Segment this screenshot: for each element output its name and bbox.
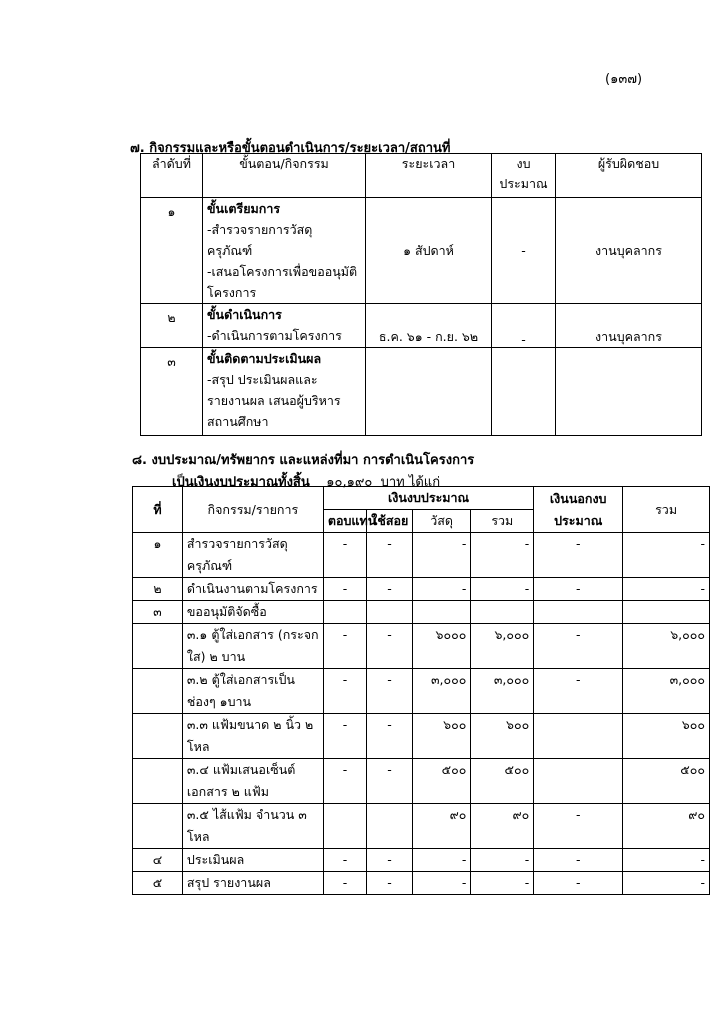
table-row — [133, 804, 710, 849]
table-row — [141, 198, 702, 304]
usage-cell — [367, 804, 413, 849]
row-number: ๕ — [133, 872, 183, 895]
usage-cell: - — [367, 533, 413, 578]
usage-cell: - — [367, 624, 413, 669]
page-number: (๑๓๗) — [605, 72, 643, 87]
table-row — [133, 533, 710, 578]
sum-cell: - — [471, 533, 534, 578]
step-line: -สำรวจรายการวัสดุ ครุภัณฑ์ — [207, 222, 313, 258]
compensation-cell: - — [323, 624, 366, 669]
usage-cell: - — [367, 849, 413, 872]
budget-cell: - — [492, 198, 556, 304]
step-line: -ดำเนินการตามโครงการ — [207, 328, 342, 343]
step-cell — [203, 304, 366, 348]
material-cell: - — [412, 849, 471, 872]
item-cell: ๓.๔ แฟ้มเสนอเซ็นต์เอกสาร ๒ แฟ้ม — [182, 759, 323, 804]
row-number: ๒ — [141, 304, 203, 348]
usage-cell — [367, 601, 413, 624]
budget-header-row — [133, 487, 710, 510]
table-row — [133, 714, 710, 759]
row-number — [133, 804, 183, 849]
material-cell: ๙๐ — [412, 804, 471, 849]
row-number: ๓ — [141, 348, 203, 436]
budget-suffix: บาท ได้แก่ — [380, 475, 441, 490]
table-row — [141, 304, 702, 348]
usage-cell: - — [367, 669, 413, 714]
table-row — [133, 624, 710, 669]
table-row — [133, 578, 710, 601]
step-line: โครงการ — [207, 285, 257, 300]
total-cell: - — [623, 849, 710, 872]
budget-table-body — [133, 533, 710, 895]
row-number: ๑ — [133, 533, 183, 578]
sum-cell: ๕๐๐ — [471, 759, 534, 804]
table-row — [133, 849, 710, 872]
col-header-budget-group: เงินงบประมาณ — [323, 487, 533, 510]
step-title: ขั้นติดตามประเมินผล — [207, 351, 322, 366]
total-cell: ๕๐๐ — [623, 759, 710, 804]
usage-cell: - — [367, 578, 413, 601]
table-row — [133, 872, 710, 895]
owner-cell: งานบุคลากร — [556, 304, 702, 348]
non-budget-cell: - — [534, 872, 623, 895]
non-budget-cell: - — [534, 533, 623, 578]
period-cell: ธ.ค. ๖๑ - ก.ย. ๖๒ — [366, 304, 492, 348]
non-budget-cell: - — [534, 849, 623, 872]
item-cell: ๓.๓ แฟ้มขนาด ๒ นิ้ว ๒ โหล — [182, 714, 323, 759]
non-budget-cell: - — [534, 578, 623, 601]
compensation-cell — [323, 804, 366, 849]
budget-amount: ๑๐,๑๙๐ — [326, 475, 373, 490]
budget-cell — [492, 348, 556, 436]
item-cell: สรุป รายงานผล — [182, 872, 323, 895]
col-header-budget: งบประมาณ — [492, 154, 556, 198]
activities-header-row — [141, 154, 702, 198]
total-cell: - — [623, 872, 710, 895]
sum-cell: - — [471, 872, 534, 895]
col-header-compensation: ตอบแทน — [323, 510, 366, 533]
material-cell: ๖๐๐๐ — [412, 624, 471, 669]
period-cell: ๑ สัปดาห์ — [366, 198, 492, 304]
section8-heading: ๘. งบประมาณ/ทรัพยากร และแหล่งที่มา การดำเนินโครงการ — [132, 453, 475, 468]
compensation-cell: - — [323, 759, 366, 804]
sum-cell: ๙๐ — [471, 804, 534, 849]
total-cell: ๙๐ — [623, 804, 710, 849]
non-budget-cell: - — [534, 624, 623, 669]
row-number: ๑ — [141, 198, 203, 304]
row-number — [133, 669, 183, 714]
period-cell — [366, 348, 492, 436]
budget-prefix: เป็นเงินงบประมาณทั้งสิ้น — [172, 475, 310, 490]
owner-cell — [556, 348, 702, 436]
col-header-step: ขั้นตอน/กิจกรรม — [203, 154, 366, 198]
step-cell — [203, 348, 366, 436]
item-cell: ๓.๑ ตู้ใส่เอกสาร (กระจกใส) ๒ บาน — [182, 624, 323, 669]
table-row — [133, 601, 710, 624]
budget-table — [132, 486, 710, 895]
item-cell: ประเมินผล — [182, 849, 323, 872]
step-title: ขั้นเตรียมการ — [207, 201, 281, 216]
col-header-period: ระยะเวลา — [366, 154, 492, 198]
col-header-total: รวม — [623, 487, 710, 533]
total-cell: ๖,๐๐๐ — [623, 624, 710, 669]
material-cell: - — [412, 872, 471, 895]
compensation-cell — [323, 601, 366, 624]
col-header-order: ลำดับที่ — [141, 154, 203, 198]
usage-cell: - — [367, 714, 413, 759]
non-budget-cell — [534, 601, 623, 624]
col-header-activity: กิจกรรม/รายการ — [182, 487, 323, 533]
total-cell: - — [623, 578, 710, 601]
table-row — [133, 759, 710, 804]
material-cell: - — [412, 533, 471, 578]
sum-cell — [471, 601, 534, 624]
step-cell — [203, 198, 366, 304]
usage-cell: - — [367, 872, 413, 895]
table-row — [133, 669, 710, 714]
total-cell: - — [623, 533, 710, 578]
non-budget-cell — [534, 759, 623, 804]
step-line: -สรุป ประเมินผลและ — [207, 372, 318, 387]
col-header-no: ที่ — [133, 487, 183, 533]
material-cell: - — [412, 578, 471, 601]
section7-heading: ๗. กิจกรรมและหรือขั้นตอนดำเนินการ/ระยะเวลา/สถานที่ — [130, 141, 451, 156]
compensation-cell: - — [323, 578, 366, 601]
sum-cell: ๖,๐๐๐ — [471, 624, 534, 669]
row-number: ๓ — [133, 601, 183, 624]
row-number — [133, 624, 183, 669]
step-title: ขั้นดำเนินการ — [207, 307, 282, 322]
step-line: รายงานผล เสนอผู้บริหาร — [207, 393, 341, 408]
step-line: สถานศึกษา — [207, 414, 269, 429]
item-cell: ดำเนินงานตามโครงการ — [182, 578, 323, 601]
compensation-cell: - — [323, 533, 366, 578]
material-cell: ๓,๐๐๐ — [412, 669, 471, 714]
total-cell: ๖๐๐ — [623, 714, 710, 759]
usage-cell: - — [367, 759, 413, 804]
sum-cell: ๖๐๐ — [471, 714, 534, 759]
item-cell: ๓.๕ ไส้แฟ้ม จำนวน ๓ โหล — [182, 804, 323, 849]
step-line: -เสนอโครงการเพื่อขออนุมัติ — [207, 264, 358, 279]
row-number — [133, 759, 183, 804]
material-cell — [412, 601, 471, 624]
compensation-cell: - — [323, 669, 366, 714]
col-header-usage: ใช้สอย — [367, 510, 413, 533]
non-budget-cell: - — [534, 669, 623, 714]
col-header-owner: ผู้รับผิดชอบ — [556, 154, 702, 198]
sum-cell: ๓,๐๐๐ — [471, 669, 534, 714]
owner-cell: งานบุคลากร — [556, 198, 702, 304]
total-cell: ๓,๐๐๐ — [623, 669, 710, 714]
material-cell: ๖๐๐ — [412, 714, 471, 759]
table-row — [141, 348, 702, 436]
sum-cell: - — [471, 849, 534, 872]
non-budget-cell: - — [534, 804, 623, 849]
compensation-cell: - — [323, 849, 366, 872]
col-header-material: วัสดุ — [412, 510, 471, 533]
non-budget-cell — [534, 714, 623, 759]
item-cell: สำรวจรายการวัสดุครุภัณฑ์ — [182, 533, 323, 578]
row-number — [133, 714, 183, 759]
row-number: ๒ — [133, 578, 183, 601]
row-number: ๔ — [133, 849, 183, 872]
item-cell: ๓.๒ ตู้ใส่เอกสารเป็นช่องๆ ๑บาน — [182, 669, 323, 714]
col-header-non-budget: เงินนอกงบประมาณ — [534, 487, 623, 533]
compensation-cell: - — [323, 872, 366, 895]
compensation-cell: - — [323, 714, 366, 759]
sum-cell: - — [471, 578, 534, 601]
col-header-sum: รวม — [471, 510, 534, 533]
activities-table — [140, 153, 702, 436]
material-cell: ๕๐๐ — [412, 759, 471, 804]
total-cell — [623, 601, 710, 624]
budget-cell: - — [492, 304, 556, 348]
item-cell: ขออนุมัติจัดซื้อ — [182, 601, 323, 624]
